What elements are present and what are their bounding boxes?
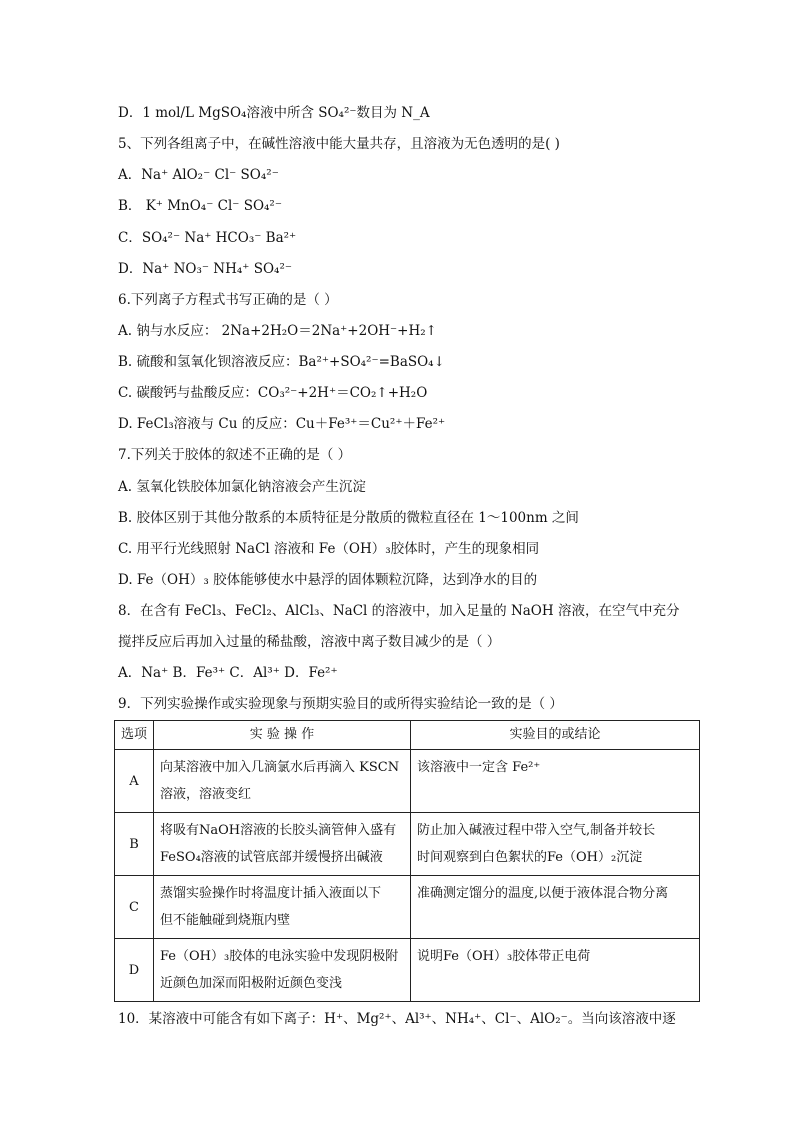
- q4-option-d: D．1 mol/L MgSO₄溶液中所含 SO₄²⁻数目为 N_A: [118, 105, 430, 121]
- row-operation: 蒸馏实验操作时将温度计插入液面以下 但不能触碰到烧瓶内壁: [154, 876, 411, 939]
- row-option: C: [115, 876, 154, 939]
- q10-stem: 10．某溶液中可能含有如下离子：H⁺、Mg²⁺、Al³⁺、NH₄⁺、Cl⁻、AlO₂⁻。当向该溶液中逐: [118, 1011, 676, 1027]
- q7-option-c: C. 用平行光线照射 NaCl 溶液和 Fe（OH）₃胶体时，产生的现象相同: [118, 541, 540, 557]
- header-conclusion: 实验目的或结论: [411, 721, 700, 750]
- q5-option-b: B． K⁺ MnO₄⁻ Cl⁻ SO₄²⁻: [118, 198, 282, 214]
- q7-option-b: B. 胶体区别于其他分散系的本质特征是分散质的微粒直径在 1～100nm 之间: [118, 510, 579, 526]
- row-conclusion: 说明Fe（OH）₃胶体带正电荷: [411, 939, 700, 1002]
- table-row: [115, 939, 700, 1002]
- q7-option-a: A. 氢氧化铁胶体加氯化钠溶液会产生沉淀: [118, 479, 366, 495]
- q6-option-d: D. FeCl₃溶液与 Cu 的反应：Cu＋Fe³⁺＝Cu²⁺＋Fe²⁺: [118, 416, 446, 432]
- row-conclusion: 该溶液中一定含 Fe²⁺: [411, 750, 700, 813]
- table-row: [115, 813, 700, 876]
- table-row: [115, 750, 700, 813]
- q9-stem: 9．下列实验操作或实验现象与预期实验目的或所得实验结论一致的是（ ）: [118, 696, 563, 712]
- q5-option-a: A．Na⁺ AlO₂⁻ Cl⁻ SO₄²⁻: [118, 167, 279, 183]
- q5-stem: 5、下列各组离子中，在碱性溶液中能大量共存，且溶液为无色透明的是( ): [118, 136, 560, 152]
- row-option: A: [115, 750, 154, 813]
- row-operation: 向某溶液中加入几滴氯水后再滴入 KSCN 溶液，溶液变红: [154, 750, 411, 813]
- header-option: 选项: [115, 721, 154, 750]
- row-operation: 将吸有NaOH溶液的长胶头滴管伸入盛有 FeSO₄溶液的试管底部并缓慢挤出碱液: [154, 813, 411, 876]
- table-header-row: [115, 721, 700, 750]
- row-conclusion: 防止加入碱液过程中带入空气,制备并较长 时间观察到白色絮状的Fe（OH）₂沉淀: [411, 813, 700, 876]
- q8-stem-line2: 搅拌反应后再加入过量的稀盐酸，溶液中离子数目减少的是（ ）: [118, 634, 501, 650]
- q6-option-c: C. 碳酸钙与盐酸反应：CO₃²⁻+2H⁺＝CO₂↑+H₂O: [118, 385, 428, 401]
- experiment-table: [114, 720, 700, 1002]
- q6-option-b: B. 硫酸和氢氧化钡溶液反应：Ba²⁺+SO₄²⁻=BaSO₄↓: [118, 354, 445, 370]
- q6-option-a: A. 钠与水反应： 2Na+2H₂O＝2Na⁺+2OH⁻+H₂↑: [118, 323, 437, 339]
- q7-stem: 7.下列关于胶体的叙述不正确的是（ ）: [118, 447, 352, 463]
- row-operation: Fe（OH）₃胶体的电泳实验中发现阴极附 近颜色加深而阳极附近颜色变浅: [154, 939, 411, 1002]
- q8-options: A．Na⁺ B．Fe³⁺ C．Al³⁺ D．Fe²⁺: [118, 665, 338, 681]
- row-option: D: [115, 939, 154, 1002]
- row-conclusion: 准确测定馏分的温度,以便于液体混合物分离: [411, 876, 700, 939]
- row-option: B: [115, 813, 154, 876]
- q5-option-c: C．SO₄²⁻ Na⁺ HCO₃⁻ Ba²⁺: [118, 230, 297, 246]
- q8-stem-line1: 8．在含有 FeCl₃、FeCl₂、AlCl₃、NaCl 的溶液中，加入足量的 NaOH 溶液，在空气中充分: [118, 603, 680, 619]
- header-operation: 实 验 操 作: [154, 721, 411, 750]
- q6-stem: 6.下列离子方程式书写正确的是（ ）: [118, 292, 338, 308]
- table-row: [115, 876, 700, 939]
- q7-option-d: D. Fe（OH）₃ 胶体能够使水中悬浮的固体颗粒沉降，达到净水的目的: [118, 572, 538, 588]
- q5-option-d: D．Na⁺ NO₃⁻ NH₄⁺ SO₄²⁻: [118, 261, 292, 277]
